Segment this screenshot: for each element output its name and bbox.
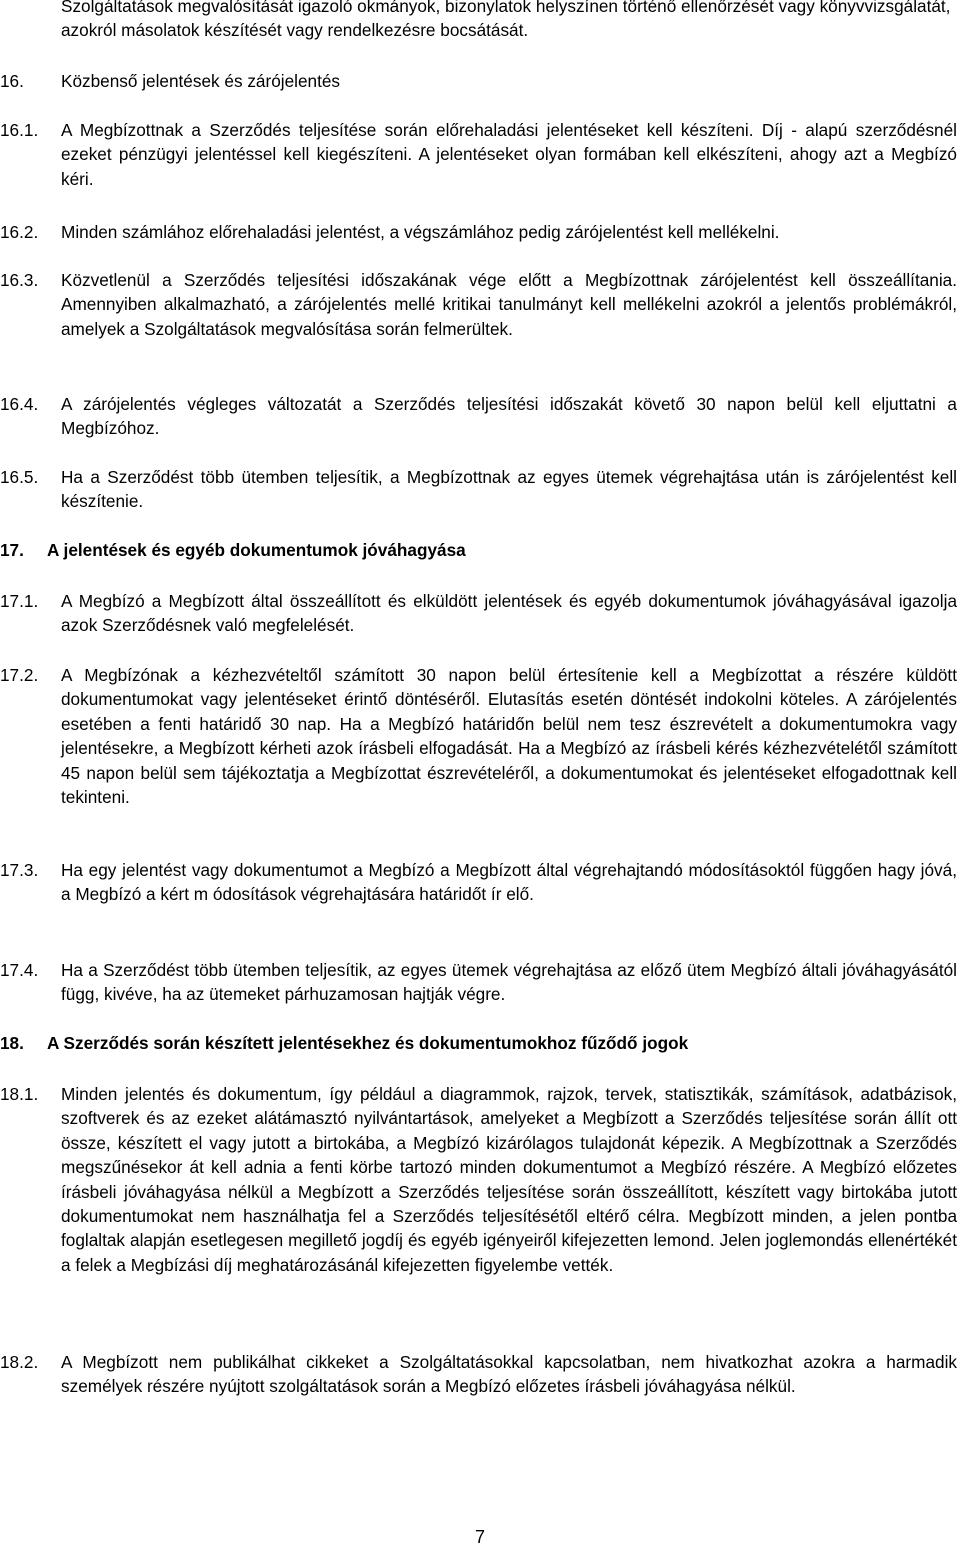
clause-text: Ha a Szerződést több ütemben teljesítik, a Megbízottnak az egyes ütemek végrehajtása után is zárójelentést kell készítenie.	[61, 467, 957, 512]
clause-number: 16.5.	[0, 467, 39, 487]
clause-text: A zárójelentés végleges változatát a Szerződés teljesítési időszakát követő 30 napon belül kell eljuttatni a Megbízóhoz.	[61, 394, 957, 439]
intro-paragraph: Szolgáltatások megvalósítását igazoló okmányok, bizonylatok helyszínen történő ellenőrzését vagy könyvvizsgálatát, azokról másolatok készítését vagy rendelkezésre bocsátását.	[61, 0, 951, 40]
section-16-title: Közbenső jelentések és zárójelentés	[61, 71, 340, 91]
section-17-number: 17.	[0, 540, 24, 560]
page-number: 7	[474, 1527, 485, 1547]
section-17-title: A jelentések és egyéb dokumentumok jóváhagyása	[47, 540, 466, 560]
section-18-title: A Szerződés során készített jelentésekhez és dokumentumokhoz fűződő jogok	[47, 1033, 689, 1053]
clause-text: A Megbízott nem publikálhat cikkeket a Szolgáltatásokkal kapcsolatban, nem hivatkozhat azokra a harmadik személyek részére nyújtott szolgáltatások során a Megbízó előzetes írásbeli jóváhagyása nélkül.	[61, 1352, 957, 1397]
clause-number: 17.2.	[0, 665, 39, 685]
clause-text: A Megbízottnak a Szerződés teljesítése során előrehaladási jelentéseket kell készíteni. Díj - alapú szerződésnél ezeket pénzügyi jelentéssel kell kiegészíteni. A jelentéseket olyan formában kell elkészíteni, ahogy azt a Megbízó kéri.	[61, 120, 957, 189]
clause-number: 16.1.	[0, 120, 39, 140]
clause-number: 16.4.	[0, 394, 39, 414]
clause-text: A Megbízó a Megbízott által összeállított és elküldött jelentések és egyéb dokumentumok jóváhagyásával igazolja azok Szerződésnek való megfelelését.	[61, 591, 957, 636]
clause-number: 18.1.	[0, 1084, 39, 1104]
clause-number: 17.3.	[0, 860, 39, 880]
clause-text: Minden jelentés és dokumentum, így például a diagrammok, rajzok, tervek, statisztikák, számítások, adatbázisok, szoftverek és az ezeket alátámasztó nyilvántartások, amelyeket a Megbízott a Szerződés teljesítése során állít ott össze, készített el vagy jutott a birtokába, a Megbízó kizárólagos tulajdonát képezik. A Megbízottnak a Szerződés megszűnésekor át kell adnia a fenti körbe tartozó minden dokumentumot a Megbízó részére. A Megbízó előzetes írásbeli jóváhagyása nélkül a Megbízott a Szerződés teljesítése során összeállított, készített vagy birtokába jutott dokumentumokat nem használhatja fel a Szerződés teljesítésétől eltérő célra. Megbízott minden, a jelen pontba foglaltak alapján esetlegesen megillető jogdíj és egyéb igényeiről kifejezetten lemond. Jelen joglemondás ellenértékét a felek a Megbízási díj meghatározásánál kifejezetten figyelembe vették.	[61, 1084, 957, 1275]
clause-text: A Megbízónak a kézhezvételtől számított 30 napon belül értesítenie kell a Megbízottat a részére küldött dokumentumokat vagy jelentéseket érintő döntéséről. Elutasítás esetén döntését indokolni köteles. A zárójelentés esetében a fenti határidő 30 nap. Ha a Megbízó határidőn belül nem tesz észrevételt a dokumentumokra vagy jelentésekre, a Megbízott kérheti azok írásbeli elfogadását. Ha a Megbízó az írásbeli kérés kézhezvételétől számított 45 napon belül sem tájékoztatja a Megbízottat észrevételéről, a dokumentumokat és jelentéseket elfogadottnak kell tekinteni.	[61, 665, 957, 808]
clause-number: 18.2.	[0, 1352, 39, 1372]
clause-number: 16.3.	[0, 270, 39, 290]
clause-text: Közvetlenül a Szerződés teljesítési időszakának vége előtt a Megbízottnak zárójelentést kell összeállítania. Amennyiben alkalmazható, a zárójelentés mellé kritikai tanulmányt kell mellékelni azokról a jelentős problémákról, amelyek a Szolgáltatások megvalósítása során felmerültek.	[61, 270, 957, 339]
clause-number: 16.2.	[0, 222, 39, 242]
section-16-number: 16.	[0, 71, 24, 91]
clause-number: 17.1.	[0, 591, 39, 611]
clause-text: Ha a Szerződést több ütemben teljesítik, az egyes ütemek végrehajtása az előző ütem Megbízó általi jóváhagyásától függ, kivéve, ha az ütemeket párhuzamosan hajtják végre.	[61, 960, 957, 1005]
section-18-number: 18.	[0, 1033, 24, 1053]
clause-number: 17.4.	[0, 960, 39, 980]
clause-text: Ha egy jelentést vagy dokumentumot a Megbízó a Megbízott által végrehajtandó módosításoktól függően hagy jóvá, a Megbízó a kért m ódosítások végrehajtására határidőt ír elő.	[61, 860, 957, 905]
clause-text: Minden számlához előrehaladási jelentést, a végszámlához pedig zárójelentést kell mellékelni.	[61, 222, 780, 242]
